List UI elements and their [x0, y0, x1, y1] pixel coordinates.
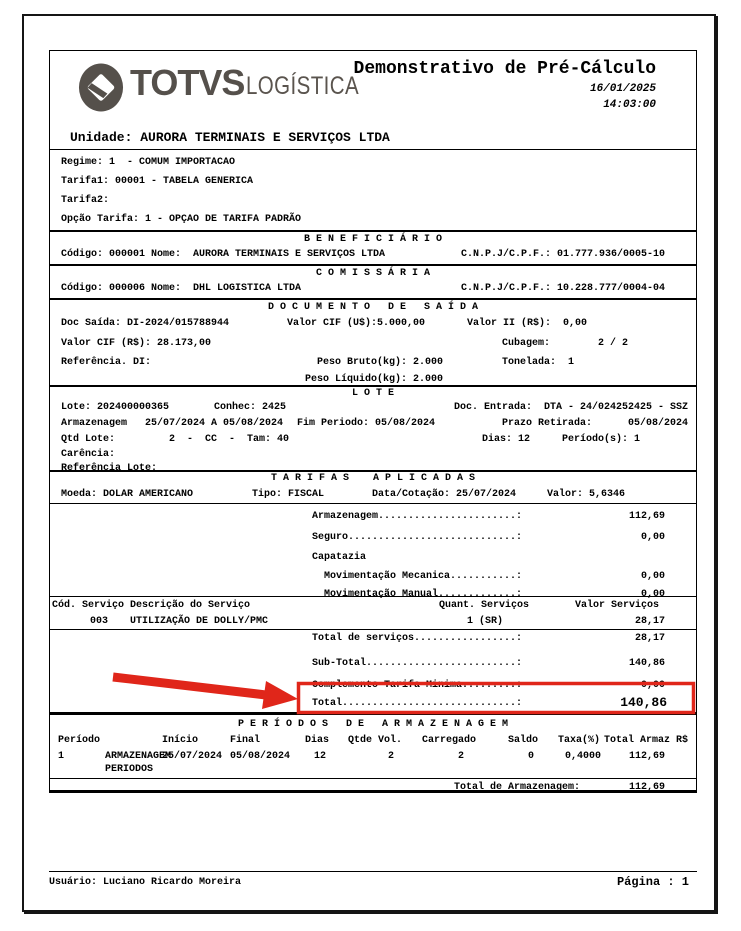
- peso-liquido-field: Peso Líquido(kg): 2.000: [305, 374, 444, 385]
- tipo-field: Tipo: FISCAL: [252, 489, 325, 500]
- dias-field: Dias: 12: [482, 434, 531, 445]
- prazo-retirada-field: Prazo Retirada: 05/08/2024: [501, 418, 688, 429]
- col-descricao-servico: Descrição do Serviço: [130, 600, 251, 611]
- tarifas-title: T A R I F A S A P L I C A D A S: [270, 473, 476, 484]
- col-carregado: Carregado: [422, 735, 477, 746]
- col-codigo-servico: Cód. Serviço: [52, 600, 125, 611]
- seguro-label: Seguro............................:: [312, 532, 523, 543]
- col-periodo: Período: [58, 735, 101, 746]
- cubagem-field: Cubagem: 2 / 2: [502, 338, 629, 349]
- periodo-inicio: 25/07/2024: [162, 751, 223, 762]
- lote-title: L O T E: [351, 388, 394, 399]
- col-saldo: Saldo: [508, 735, 539, 746]
- report-header: [50, 51, 696, 124]
- mov-manual-value: 0,00: [640, 589, 665, 600]
- periodos-section: [50, 712, 696, 794]
- total-armazenagem-value: 112,69: [628, 782, 665, 793]
- usuario-label: Usuário: Luciano Ricardo Moreira: [49, 877, 242, 888]
- total-label: Total.............................:: [312, 698, 523, 709]
- periodo-numero: 1: [58, 751, 65, 762]
- capatazia-label: Capatazia: [312, 552, 367, 563]
- mov-mecanica-label: Movimentação Mecanica...........:: [312, 571, 523, 582]
- documento-saida-title: D O C U M E N T O D E S A Í D A: [267, 302, 479, 313]
- report-date: 16/01/2025: [589, 83, 656, 95]
- footer-divider: [49, 871, 697, 872]
- servico-quant: 1 (SR): [467, 616, 504, 627]
- armazenagem-value: 112,69: [628, 511, 665, 522]
- encargos-section: [50, 504, 696, 600]
- comissaria-section: [50, 266, 696, 300]
- mov-manual-label: Movimentação Manual.............:: [312, 589, 523, 600]
- report-time: 14:03:00: [603, 99, 656, 111]
- armazenagem-periodo-field: Armazenagem 25/07/2024 A 05/08/2024: [61, 418, 284, 429]
- periodo-carregado: 2: [458, 751, 465, 762]
- conhec-field: Conhec: 2425: [214, 402, 287, 413]
- report-page: [22, 14, 716, 912]
- totvs-logo-icon: [78, 62, 124, 113]
- comissaria-cnpj: C.N.P.J/C.P.F.: 10.228.777/0004-04: [460, 283, 665, 294]
- total-servicos-label: Total de serviços.................:: [312, 633, 523, 644]
- servico-valor: 28,17: [634, 616, 665, 627]
- documento-saida-section: [50, 300, 696, 387]
- col-final: Final: [230, 735, 261, 746]
- tonelada-field: Tonelada: 1: [502, 357, 575, 368]
- qtd-lote-field: Qtd Lote: 2 - CC - Tam: 40: [61, 434, 290, 445]
- opcao-tarifa-line: Opção Tarifa: 1 - OPÇAO DE TARIFA PADRÃO: [61, 214, 302, 225]
- periodos-field: Período(s): 1: [562, 434, 641, 445]
- subtotal-value: 140,86: [628, 658, 665, 669]
- regime-line: Regime: 1 - COMUM IMPORTACAO: [61, 157, 236, 168]
- brand-product: LOGÍSTICA: [246, 72, 360, 100]
- valor-cif-us-field: Valor CIF (U$):5.000,00: [287, 318, 426, 329]
- periodos-divider: [50, 778, 696, 779]
- complemento-label: Complemento Tarifa Minima.........:: [312, 680, 523, 691]
- subtotal-label: Sub-Total.........................:: [312, 658, 523, 669]
- col-total-armaz: Total Armaz R$: [603, 735, 688, 746]
- report-content-box: [49, 50, 697, 793]
- referencia-lote-field: Referência Lote:: [61, 463, 158, 474]
- valor-cotacao-field: Valor: 5,6346: [547, 489, 626, 500]
- comissaria-title: C O M I S S Á R I A: [315, 268, 431, 279]
- tarifas-section: [50, 472, 696, 504]
- totais-section: [50, 630, 696, 712]
- periodo-final: 05/08/2024: [230, 751, 291, 762]
- col-dias: Dias: [305, 735, 330, 746]
- col-valor-servicos: Valor Serviços: [575, 600, 660, 611]
- mov-mecanica-value: 0,00: [640, 571, 665, 582]
- periodo-descricao-1: ARMAZENAGEM: [105, 751, 172, 762]
- col-taxa: Taxa(%): [558, 735, 601, 746]
- regime-section: [50, 150, 696, 232]
- total-value: 140,86: [620, 695, 667, 710]
- periodo-descricao-2: PERIODOS: [105, 764, 154, 775]
- armazenagem-label: Armazenagem.......................:: [312, 511, 523, 522]
- total-armazenagem-label: Total de Armazenagem:: [454, 782, 581, 793]
- unidade-line: Unidade: AURORA TERMINAIS E SERVIÇOS LTDA: [70, 130, 390, 145]
- periodo-dias: 12: [314, 751, 327, 762]
- tarifa2-line: Tarifa2:: [61, 195, 110, 206]
- total-servicos-value: 28,17: [634, 633, 665, 644]
- doc-saida-field: Doc Saída: DI-2024/015788944: [61, 318, 230, 329]
- col-quant-servicos: Quant. Serviços: [439, 600, 530, 611]
- periodo-total: 112,69: [628, 751, 665, 762]
- doc-entrada-field: Doc. Entrada: DTA - 24/024252425 - SSZ: [453, 402, 688, 413]
- brand-name: TOTVS: [130, 62, 245, 103]
- seguro-value: 0,00: [640, 532, 665, 543]
- servico-descricao: UTILIZAÇÃO DE DOLLY/PMC: [130, 616, 269, 627]
- unidade-section: [50, 124, 696, 150]
- valor-cif-rs-field: Valor CIF (R$): 28.173,00: [61, 338, 212, 349]
- col-inicio: Início: [162, 735, 199, 746]
- pagina-label: Página : 1: [616, 875, 689, 889]
- servico-codigo: 003: [90, 616, 109, 627]
- carencia-field: Carência:: [61, 449, 116, 460]
- valor-ii-field: Valor II (R$): 0,00: [467, 318, 588, 329]
- fim-periodo-field: Fim Periodo: 05/08/2024: [297, 418, 436, 429]
- beneficiario-section: [50, 232, 696, 266]
- peso-bruto-field: Peso Bruto(kg): 2.000: [317, 357, 444, 368]
- tarifa1-line: Tarifa1: 00001 - TABELA GENERICA: [61, 176, 254, 187]
- periodo-qtde-vol: 2: [388, 751, 395, 762]
- beneficiario-title: B E N E F I C I Á R I O: [303, 234, 443, 245]
- periodos-title: P E R Í O D O S D E A R M A Z E N A G E M: [237, 719, 509, 730]
- moeda-field: Moeda: DOLAR AMERICANO: [61, 489, 194, 500]
- lote-section: [50, 387, 696, 472]
- periodo-saldo: 0: [528, 751, 535, 762]
- referencia-di-field: Referência. DI:: [61, 357, 152, 368]
- data-cotacao-field: Data/Cotação: 25/07/2024: [372, 489, 517, 500]
- servicos-table: [50, 597, 696, 630]
- col-qtde-vol: Qtde Vol.: [348, 735, 403, 746]
- periodo-taxa: 0,4000: [565, 751, 602, 762]
- report-title: Demonstrativo de Pré-Cálculo: [353, 59, 656, 79]
- complemento-value: 0,00: [640, 680, 665, 691]
- beneficiario-codigo-nome: Código: 000001 Nome: AURORA TERMINAIS E SERVIÇOS LTDA: [61, 249, 386, 260]
- lote-field: Lote: 202400000365: [61, 402, 170, 413]
- beneficiario-cnpj: C.N.P.J/C.P.F.: 01.777.936/0005-10: [460, 249, 665, 260]
- comissaria-codigo-nome: Código: 000006 Nome: DHL LOGISTICA LTDA: [61, 283, 302, 294]
